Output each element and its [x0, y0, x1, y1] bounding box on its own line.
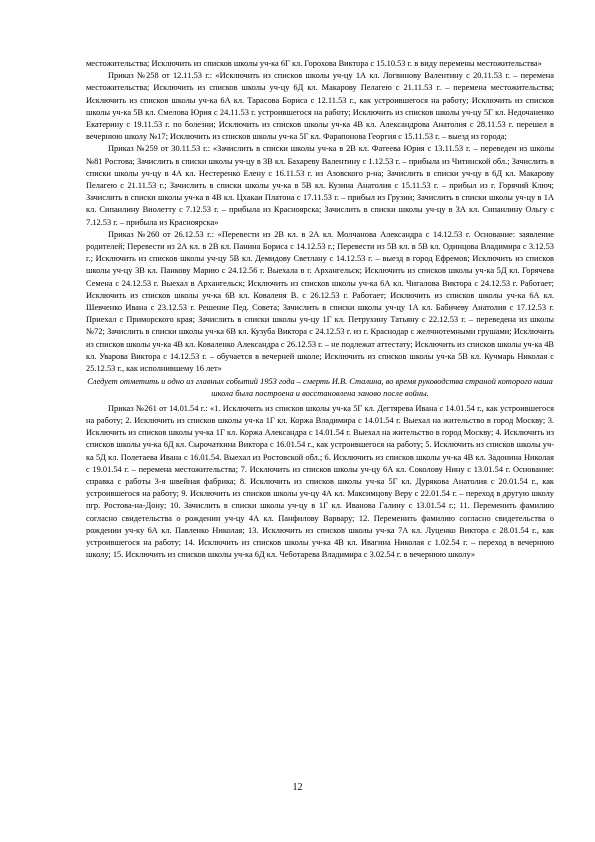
paragraph-order-260: Приказ №260 от 26.12.53 г.: «Перевести из 2В кл. в 2А кл. Молчанова Александра с 14.12.53 г. Основание: заявление родителей; Перевести из 2А кл. в 2В кл. Панина Бориса с 14.12.53 г.; Перевести из 5В кл. в 5В кл. Одинцова Владимира с 3.12.53 г.; Исключить из списков школы уч-цу 5В кл. Демидову Светлану с 14.12.53 г. – выезд в город Ефремов; Исключить из списков школы уч-цу 3В кл. Панкову Марию с 24.12.56 г. Выехала в г. Архангельск; Исключить из списков школы уч-ка 5Д кл. Горячева Семена с 24.12.53 г. Выехал в Архангельск; Исключить из списков школы уч-ка 6А кл. Чигалова Виктора с 24.12.53 г. Работает; Исключить из списков школы уч-ка 6В кл. Коваленя В. с 26.12.53 г. Работает; Исключить из списков школы уч-ка 6А кл. Шевченко Ивана с 23.12.53 г. Решение Пед. Совета; Зачислить в списки школы уч-цу 1А кл. Бабичеву Анатолия с 17.12.53 г. Приехал с Приморского края; Зачислить в списки школы уч-цу 1Г кл. Петрухину Татьяну с 22.12.53 г. – переведена из школы №72; Зачислить в списки школы уч-ка 6В кл. Кузуба Виктора с 24.12.53 г. из г. Краснодар с желчнотемными грушами; Исключить из списков школы уч-ка 4В кл. Коваленко Александра с 26.12.53 г. – не подлежат аттестату; Исключить из списков школы уч-ка 4В кл. Уварова Виктора с 14.12.53 г. – обучается в вечерней школе; Исключить из списков школы уч-ка 5В кл. Кучмарь Николая с 25.12.53 г., как исполнившему 16 лет»	[86, 229, 554, 374]
paragraph-order-261: Приказ №261 от 14.01.54 г.: «1. Исключить из списков школы уч-ка 5Г кл. Дегтярева Ивана с 14.01.54 г., как устроившегося на работу; 2. Исключить из списков школы уч-ка 1Г кл. Коржа Владимира с 14.01.54 г. Выехал на жительство в город Москву; 3. Исключить из списков школы уч-ка 1Г кл. Коржа Александра с 14.01.54 г. Выехал на жительство в город Москву; 4. Исключить из списков школы уч-ка 6Д кл. Сырочаткина Виктора с 16.01.54 г., как устроившегося на работу; 5. Исключить из списков школы уч-ка 5Д кл. Полетаева Ивана с 16.01.54. Выехал из Ростовской обл.; 6. Исключить из списков школы уч-ка 4В кл. Задонина Николая с 19.01.54 г. – перемена местожительства; 7. Исключить из списков школы уч-цу 6А кл. Соколову Нину с 13.01.54 г. Основание: справка с работы 3-я швейная фабрика; 8. Исключить из списков школы уч-ка 5Г кл. Дурякова Анатолия с 20.01.54 г., как устроившегося на работу; 9. Исключить из списков школы уч-цу 4А кл. Максимцову Веру с 22.01.54 г. – переход в другую школу пгр. Ростова-на-Дону; 10. Зачислить в списки школы уч-цу в 1Г кл. Иванова Галину с 13.01.54 г.; 11. Переменить фамилию согласно свидетельства о рождении уч-цу 4А кл. Панфилову Варвару; 12. Переменить фамилию согласно свидетельства о рождении уч-ку 6А кл. Павленко Николая; 13. Исключить из списков школы уч-ка 7А кл. Луценко Виктора с 28.01.54 г., как устроившегося на работу; 14. Исключить из списков школы уч-ка 4В кл. Ивагина Николая с 1.02.54 г. – переход в вечернюю школу; 15. Исключить из списков школы уч-ка 6Д кл. Чеботарева Владимира с 3.02.54 г. в вечернюю школу»	[86, 403, 554, 560]
document-body	[86, 58, 554, 561]
paragraph-continuation: местожительства; Исключить из списков школы уч-ка 6Г кл. Горохова Виктора с 15.10.53 г. в виду перемены местожительства»	[86, 59, 542, 68]
page-number: 12	[292, 782, 303, 793]
paragraph-order-258: Приказ №258 от 12.11.53 г.: «Исключить из списков школы уч-цу 1А кл. Логвинову Валентину с 20.11.53 г. – перемена местожительства; Исключить из списков школы уч-цу 6Д кл. Макарову Пелагею с 21.11.53 г. – перемена местожительства; Исключить из списков школы уч-ка 6А кл. Тарасова Бориса с 12.11.53 г., как устроившегося на работу; Исключить из списков школы уч-ка 5В кл. Смелова Юрия с 24.11.53 г. устроившегося на работу; Исключить из списков школы уч-цу 5Г кл. Недочаненко Екатерину с 19.11.53 г. по болезни; Исключить из списков школы уч-ка 4В кл. Александрова Анатолия с 28.11.53 г. перешел в вечернюю школу №17; Исключить из списков школы уч-ка 5Г кл. Фарапонова Георгия с 15.11.53 г. – выезд из города;	[86, 71, 554, 142]
paragraph-stalin-note: Следует отметить и одно из главных событий 1953 года – смерть И.В. Сталина, во время руководства страной которого наша школа была построена и восстановлена заново после войны.	[87, 377, 553, 399]
paragraph-order-259: Приказ №259 от 30.11.53 г.: «Зачислить в списки школы уч-ка в 2В кл. Фатеева Юрия с 13.11.53 г. – переведен из школы №81 Ростова; Зачислить в списки школы уч-цу в 3В кл. Бахареву Валентину с 1.12.53 г. – прибыла из Читинской обл.; Зачислить в списки школы уч-цу в 4А кл. Нестеренко Елену с 16.11.53 г. из Азовского р-на; Зачислить в списки уч-цу в 6Д кл. Макарову Пелагею с 21.11.53 г.; Зачислить в списки школы уч-ка в 5В кл. Кузина Анатолия с 15.11.53 г. – прибыл из г. Горячий Ключ; Зачислить в списки школы уч-ка в 4В кл. Цхакаи Платона с 17.11.53 г. – прибыл из Грузии; Зачислить в списки школы уч-цу в 1А кл. Сипаилину Виолетту с 7.12.53 г. – прибыла из Красноярска; Зачислить в списки школы уч-цу в 3А кл. Сипаилину Ольгу с 7.12.53 г. – прибыла из Красноярска»	[86, 144, 554, 227]
